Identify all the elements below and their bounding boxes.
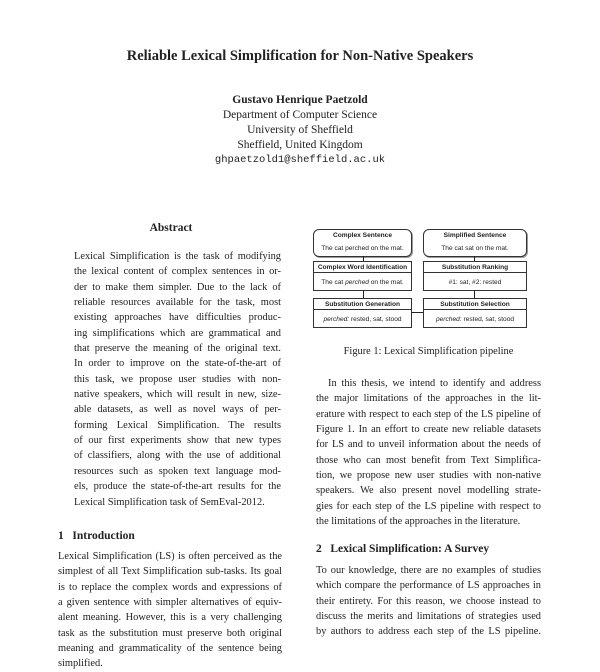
text-line: Lexical Simplification is the task of modifying [74,251,281,262]
box-text: on the mat. [368,279,404,286]
text-line: Figure 1. In an effort to create new reliable datasets [316,424,541,436]
text-line: of classifiers, along with the use of additional [74,450,281,462]
text-line: those who can most benefit from Text Simplifica- [316,454,541,466]
text-line: speakers. We also present novel modelling strate- [316,485,541,497]
box-title: Complex Word Identification [317,264,408,271]
complex-word-identification-box [313,261,412,291]
text-line: der to make them simpler. Due to the lack of [74,281,281,293]
section-2-heading: 2 Lexical Simplification: A Survey [316,543,490,555]
text-line: of our first experiments show that new types [74,435,281,447]
box-text: The cat sat on the mat. [441,245,509,252]
text-line: Lexical Simplification (LS) is often perceived as the [58,551,282,562]
box-title: Substitution Ranking [441,264,509,271]
text-line: meaning and grammaticality of the sentence being [58,643,282,655]
substitution-selection-box [423,298,527,328]
text-line: To our knowledge, there are no examples of studies [316,565,541,576]
text-line: a given sentence with simpler alternatives of equiv- [58,597,282,609]
thesis-paragraph [316,376,541,529]
text-line: existing approaches have difficulties produc- [74,312,281,324]
text-line: the lexical content of complex sentences in or- [74,266,281,278]
text-line: their entirety. For this reason, we choose instead to [316,595,541,607]
text-line: able datasets, as well as novel ways of per- [74,404,281,416]
author-name: Gustavo Henrique Paetzold [232,94,368,106]
box-text: The cat [321,279,346,286]
author-location: Sheffield, United Kingdom [237,139,363,151]
simplified-sentence-box [423,229,527,257]
text-line: which compare the performance of LS approaches in [316,580,541,592]
box-title: Substitution Generation [324,301,401,308]
abstract-body [74,249,281,510]
text-line: alent meaning. However, this is a very challenging [58,612,282,624]
text-line: els, produce the state-of-the-art results for the [74,481,281,493]
text-line: resources such as spoken text language mod- [74,465,281,477]
box-text-emphasis: perched: [323,316,350,323]
section-1-heading: 1 Introduction [58,530,135,542]
text-line: the limitations of the approaches in the literature. [316,516,521,528]
text-line: for LS and to unveil information about the needs of [316,439,541,451]
box-text-emphasis: perched: [435,316,462,323]
arrow-down [363,256,364,261]
box-text: #1: sat, #2: rested [448,279,502,286]
text-line: this task, we propose user studies with non- [74,373,281,385]
text-line: ing simplifications which are grammatical and [74,327,281,339]
text-line: erature with respect to each step of the LS pipeline of [316,408,541,420]
substitution-ranking-box [423,261,527,291]
text-line: by authors to address each step of the LS pipeline. [316,626,541,638]
author-email: ghpaetzold1@sheffield.ac.uk [214,154,386,166]
box-title: Simplified Sentence [443,232,507,239]
paper-title: Reliable Lexical Simplification for Non-Native Speakers [126,48,474,64]
box-text: rested, sat, stood [349,316,402,323]
text-line: reliable resources available for the task, most [74,297,281,309]
author-university: University of Sheffield [247,124,353,136]
text-line: forming Lexical Simplification. The results [74,419,281,431]
box-text: rested, sat, stood [461,316,515,323]
abstract-heading: Abstract [149,222,193,234]
text-line: is to replace the complex words and expressions of [58,581,282,593]
arrow-down [363,290,364,298]
text-line: task as the substitution must preserve both original [58,627,282,639]
substitution-generation-box [313,298,412,328]
text-line: In order to improve on the state-of-the-art of [74,358,281,370]
box-title: Complex Sentence [333,232,392,239]
box-title: Substitution Selection [440,301,510,308]
text-line: gies for each step of the LS pipeline with respect to [316,500,541,512]
text-line: simplest of all Text Simplification sub-tasks. Its goal [58,566,282,578]
text-line: native speakers, which will result in new, size- [74,389,281,401]
text-line: that preserve the meaning of the original text. [74,343,281,355]
arrow-up [474,256,475,261]
text-line: discuss the merits and limitations of strategies used [316,611,541,623]
text-line: Lexical Simplification task of SemEval-2012. [74,496,265,508]
arrow-right [411,312,423,313]
arrow-up [474,290,475,298]
text-line: simplified. [58,658,103,670]
box-text-emphasis: perched [345,279,369,286]
box-text: The cat perched on the mat. [321,245,404,252]
text-line: the major limitations of the approaches in the lit- [316,393,541,405]
survey-body [316,563,541,640]
text-line: tion, we propose new user studies with non-native [316,470,541,482]
author-department: Department of Computer Science [222,109,378,121]
introduction-body [58,549,282,672]
complex-sentence-box [313,229,412,257]
text-line: In this thesis, we intend to identify and address [328,378,541,389]
figure-caption: Figure 1: Lexical Simplification pipeline [343,346,514,357]
